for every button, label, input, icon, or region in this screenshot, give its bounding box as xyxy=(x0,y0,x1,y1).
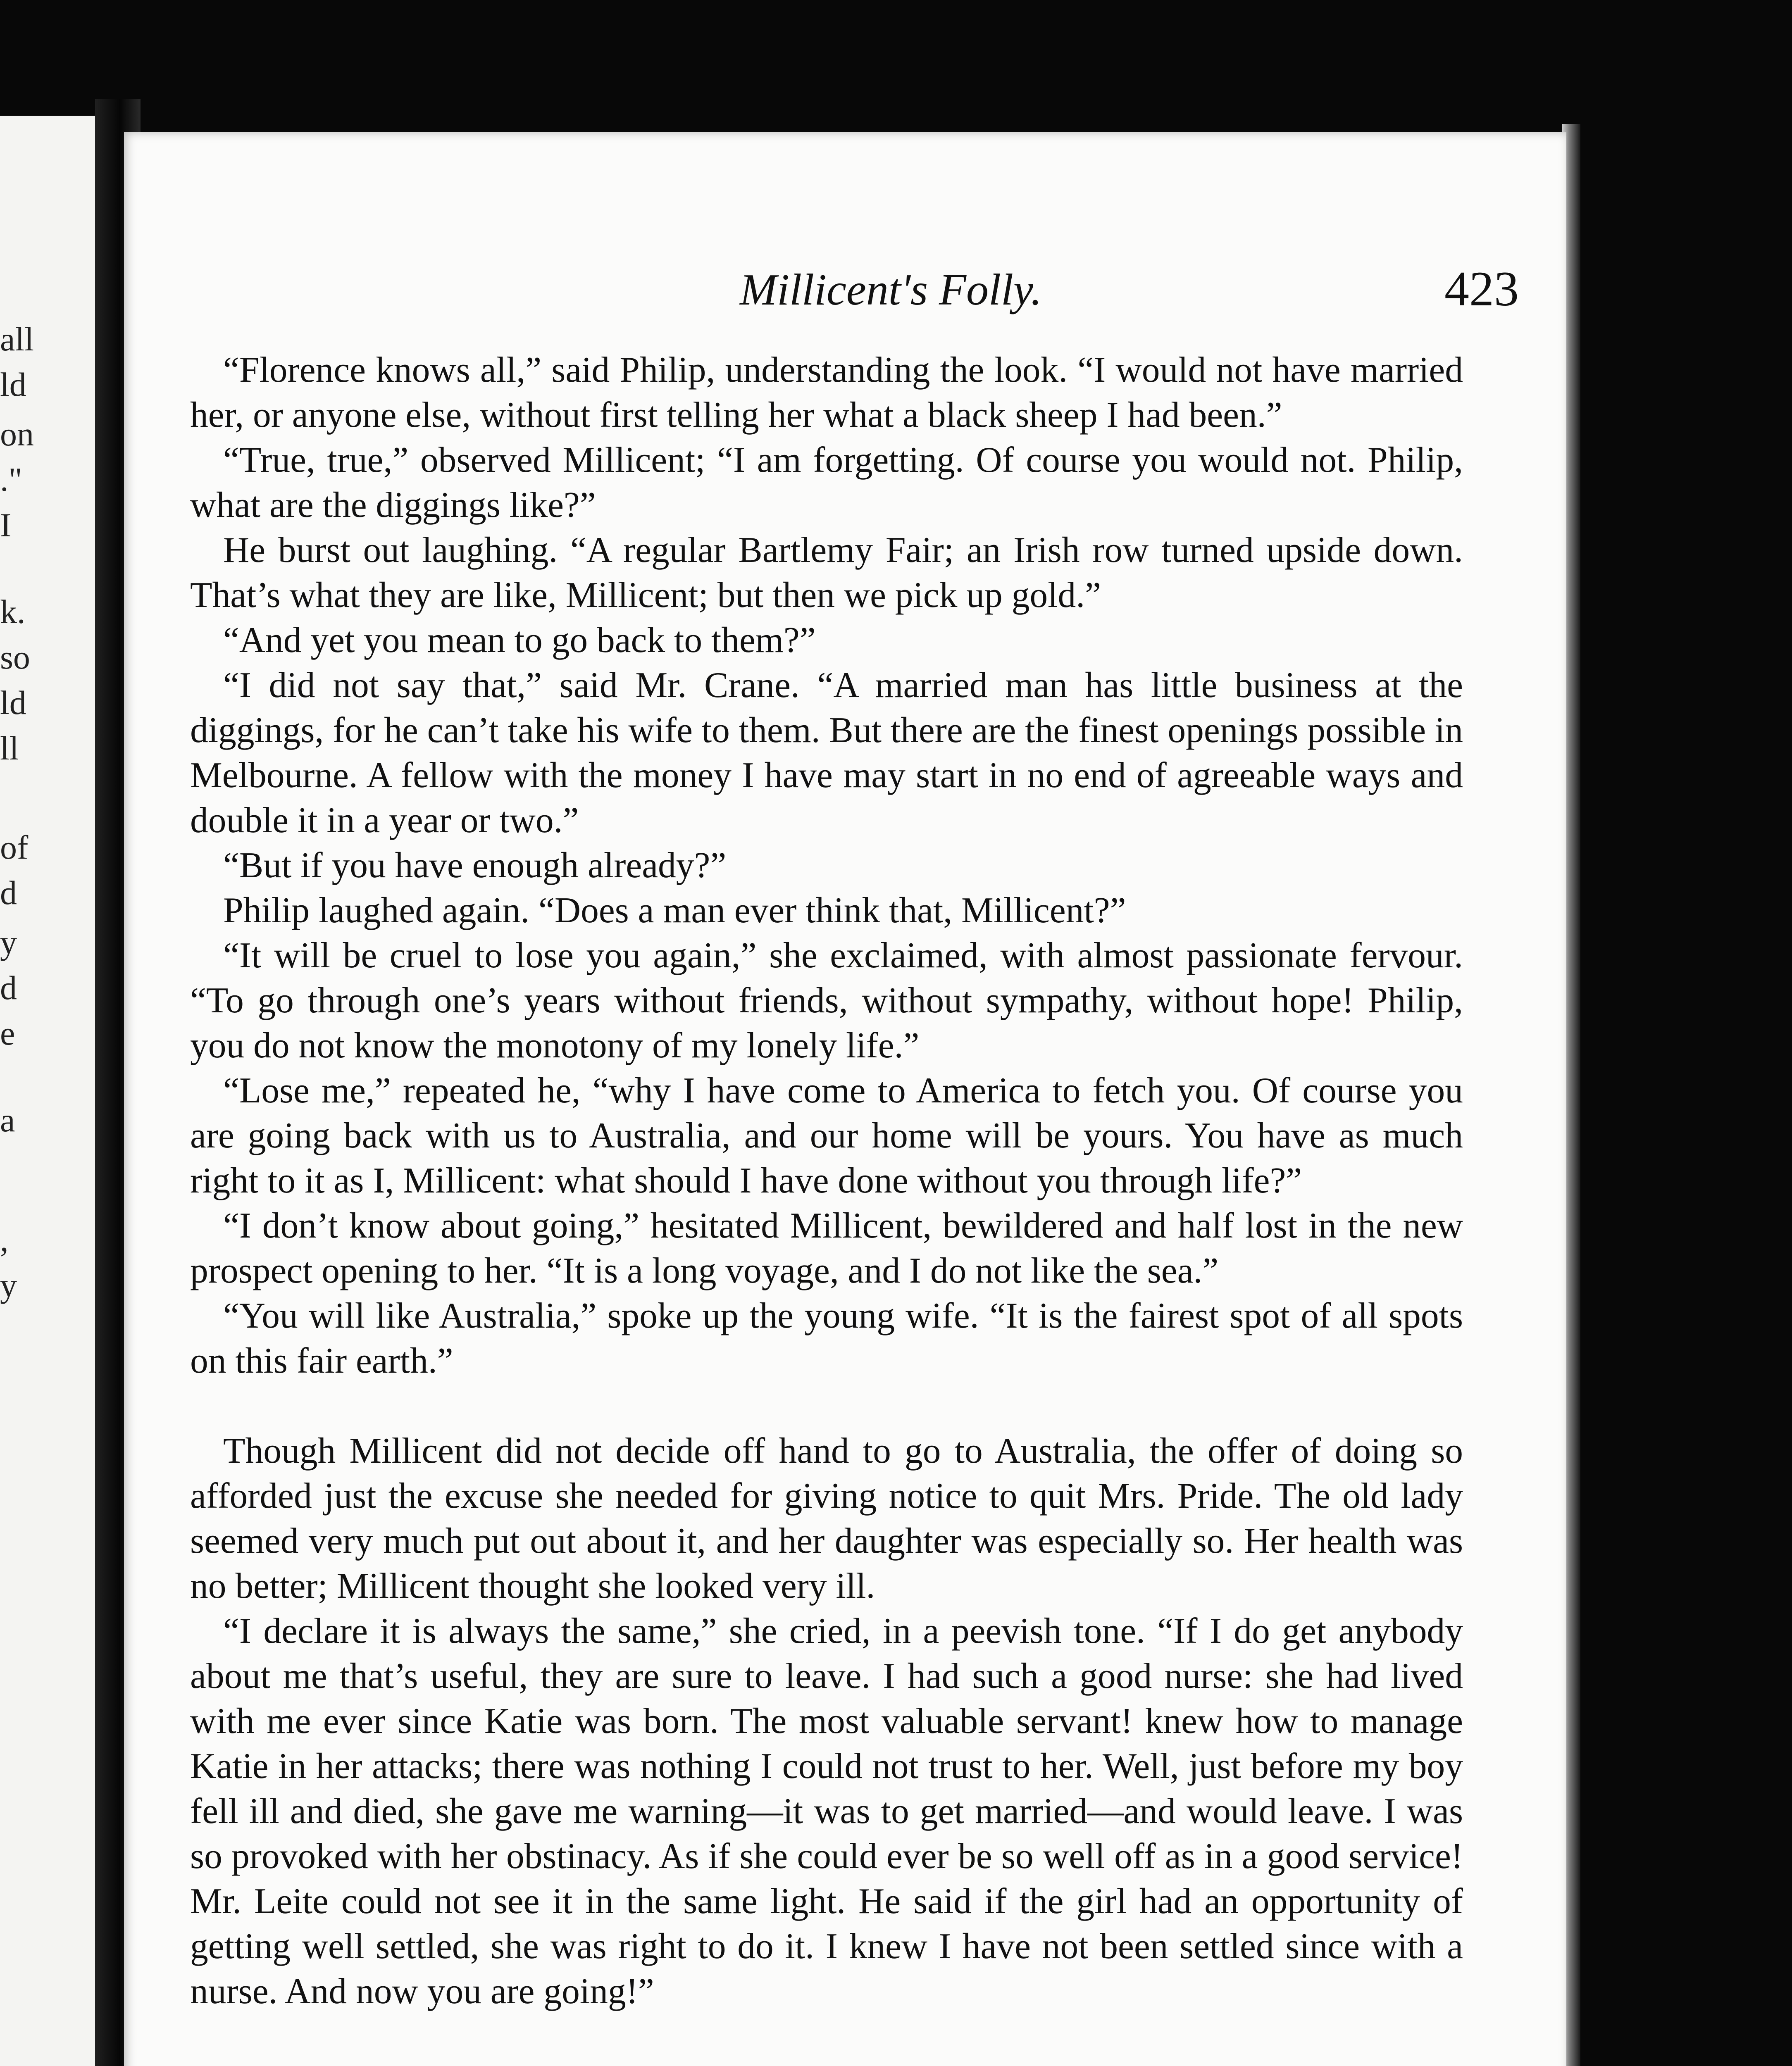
left-page-fragment: on xyxy=(0,415,34,453)
paragraph: “I don’t know about going,” hesitated Millicent, bewildered and half lost in the new prospect opening to her. “It is a long voyage, and I do not like the sea.” xyxy=(190,1205,1463,1290)
paragraph: “It will be cruel to lose you again,” she exclaimed, with almost passionate fervour. “To go through one’s years without friends, without sympathy, without hope! Philip, you do not know the monotony of my lonely life.” xyxy=(190,935,1463,1065)
paragraph: “Lose me,” repeated he, “why I have come to America to fetch you. Of course you are going back with us to Australia, and our home will be yours. You have as much right to it as I, Millicent: what should I have done without you through life?” xyxy=(190,1070,1463,1200)
paragraph: “You will like Australia,” spoke up the young wife. “It is the fairest spot of all spots on this fair earth.” xyxy=(190,1295,1463,1381)
left-page-fragment: d xyxy=(0,874,17,912)
paragraph: “I did not say that,” said Mr. Crane. “A married man has little business at the diggings, for he can’t take his wife to them. But there are the finest openings possible in Melbourne. A fellow with the money I have may start in no end of agreeable ways and double it in a year or two.” xyxy=(190,665,1463,840)
left-page-fragment: , xyxy=(0,1221,9,1259)
page-number: 423 xyxy=(1444,261,1519,316)
paragraph: “But if you have enough already?” xyxy=(223,845,727,885)
paragraph: “And yet you mean to go back to them?” xyxy=(223,620,816,660)
paragraph: Philip laughed again. “Does a man ever think that, Millicent?” xyxy=(223,890,1126,930)
left-page-fragment: ld xyxy=(0,684,26,721)
left-page-fragment: so xyxy=(0,638,30,676)
left-page-fragment: of xyxy=(0,828,29,866)
left-page-fragment: e xyxy=(0,1014,15,1052)
left-page-fragment: a xyxy=(0,1101,15,1139)
running-title: Millicent's Folly. xyxy=(740,265,1042,314)
paragraph: He burst out laughing. “A regular Bartlemy Fair; an Irish row turned upside down. That’s what they are like, Millicent; but then we pick up gold.” xyxy=(190,530,1463,615)
left-page-margin xyxy=(0,116,95,2066)
left-page-fragment: d xyxy=(0,969,17,1007)
left-page-fragment: ." xyxy=(0,461,22,498)
left-page-fragment: ll xyxy=(0,729,19,767)
left-page-fragment: k. xyxy=(0,593,26,631)
page-body xyxy=(190,347,1463,2014)
left-page-fragment: all xyxy=(0,320,34,358)
left-page-fragment: y xyxy=(0,1266,17,1304)
book-page xyxy=(124,132,1566,2066)
left-page-fragment: ld xyxy=(0,366,26,403)
left-page-fragment: y xyxy=(0,924,17,961)
paragraph: Though Millicent did not decide off hand to go to Australia, the offer of doing so afforded just the excuse she needed for giving notice to quit Mrs. Pride. The old lady seemed very much put out about it, and her daughter was especially so. Her health was no better; Millicent thought she looked very ill. xyxy=(190,1430,1463,1606)
left-page-fragment: I xyxy=(0,506,12,544)
paragraph: “I declare it is always the same,” she cried, in a peevish tone. “If I do get anybody about me that’s useful, they are sure to leave. I had such a good nurse: she had lived with me ever since Katie was born. The most valuable servant! knew how to manage Katie in her attacks; there was nothing I could not trust to her. Well, just before my boy fell ill and died, she gave me warning—it was to get married—and would leave. I was so provoked with her obstinacy. As if she could ever be so well off as in a good service! Mr. Leite could not see it in the same light. He said if the girl had an opportunity of getting well settled, she was right to do it. I knew I have not been settled since with a nurse. And now you are going!” xyxy=(190,1611,1463,2011)
paragraph: “Florence knows all,” said Philip, understanding the look. “I would not have married her, or anyone else, without first telling her what a black sheep I had been.” xyxy=(190,350,1463,435)
paragraph: “True, true,” observed Millicent; “I am forgetting. Of course you would not. Philip, what are the diggings like?” xyxy=(190,440,1463,525)
